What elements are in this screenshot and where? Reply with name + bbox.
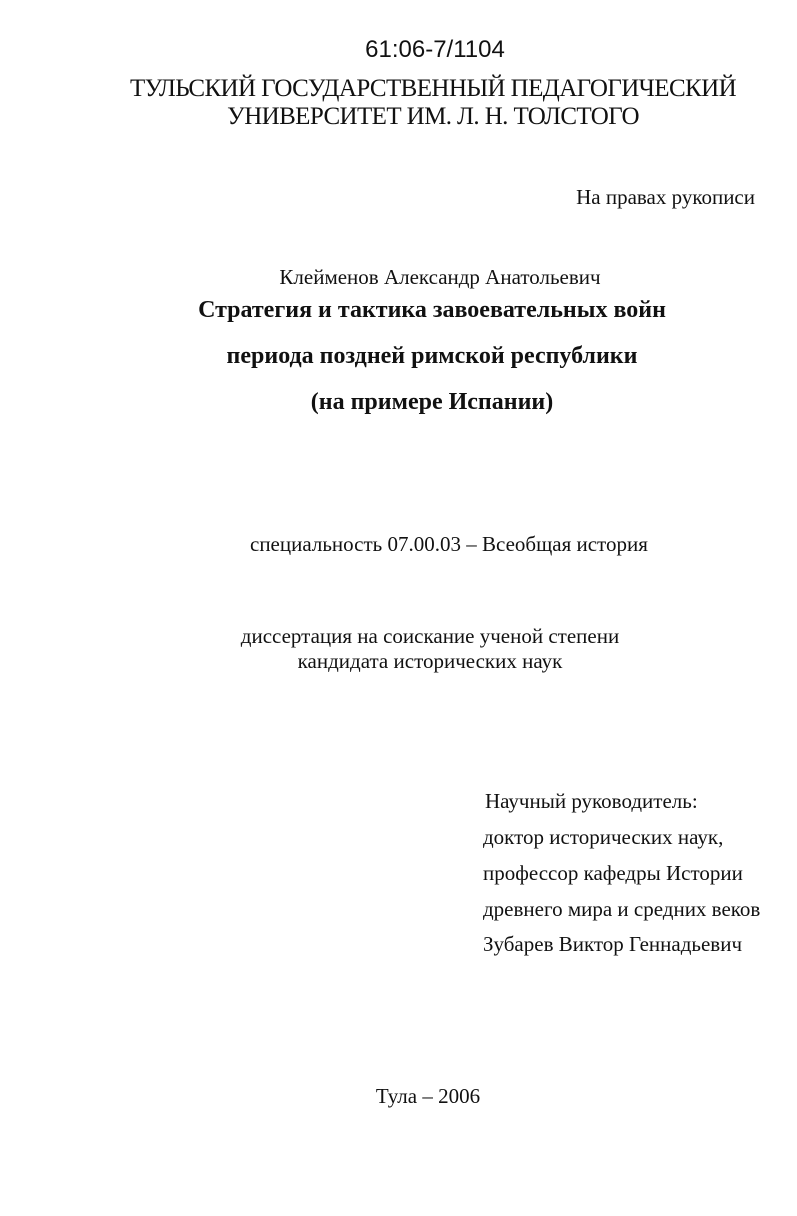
supervisor-name: Зубарев Виктор Геннадьевич — [483, 932, 743, 956]
supervisor-label: Научный руководитель: — [485, 789, 698, 813]
title-line-1: Стратегия и тактика завоевательных войн — [198, 297, 666, 323]
author-name: Клейменов Александр Анатольевич — [279, 265, 601, 289]
degree-line-1: диссертация на соискание ученой степени — [240, 624, 620, 648]
supervisor-department: древнего мира и средних веков — [483, 897, 761, 921]
manuscript-note: На правах рукописи — [576, 185, 755, 209]
supervisor-position: профессор кафедры Истории — [483, 861, 743, 885]
university-line-2: УНИВЕРСИТЕТ ИМ. Л. Н. ТОЛСТОГО — [227, 103, 639, 130]
title-line-3: (на примере Испании) — [310, 389, 554, 415]
title-line-2: периода поздней римской республики — [226, 343, 638, 369]
catalog-code: 61:06-7/1104 — [365, 36, 505, 63]
university-line-1: ТУЛЬСКИЙ ГОСУДАРСТВЕННЫЙ ПЕДАГОГИЧЕСКИЙ — [129, 75, 737, 102]
supervisor-degree: доктор исторических наук, — [483, 825, 724, 849]
degree-line-2: кандидата исторических наук — [297, 649, 563, 673]
specialty: специальность 07.00.03 – Всеобщая история — [250, 532, 648, 556]
place-year: Тула – 2006 — [375, 1084, 481, 1108]
